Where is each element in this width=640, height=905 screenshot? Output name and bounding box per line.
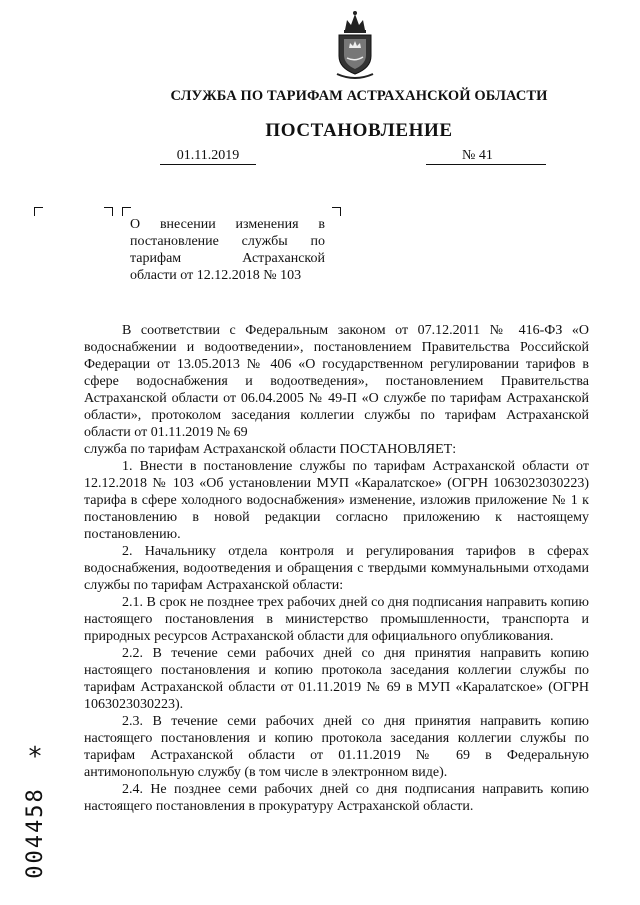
serial-stamp: [20, 742, 50, 882]
stamp-serial-number: 004458: [23, 787, 48, 879]
document-subject: [130, 216, 325, 284]
paragraph-item-2-3: 2.3. В течение семи рабочих дней со дня принятия направить копию настоящего постановления и копию протокола заседания коллегии службы по тарифам Астраханской области от 01.11.2019 № 69 в Федеральную антимонопольную службу (в том числе в электронном виде).: [84, 714, 589, 780]
paragraph-resolves: служба по тарифам Астраханской области ПОСТАНОВЛЯЕТ:: [84, 442, 457, 457]
paragraph-item-2: 2. Начальнику отдела контроля и регулирования тарифов в сферах водоснабжения, водоотведения и обращения с твердыми коммунальными отходами службы по тарифам Астраханской области:: [84, 544, 589, 593]
document-number-value: № 41: [462, 148, 493, 163]
corner-mark: [34, 207, 43, 216]
paragraph-item-2-2: 2.2. В течение семи рабочих дней со дня принятия направить копию настоящего постановления и копию протокола заседания коллегии службы по тарифам Астраханской области от 01.11.2019 № 69 в МУП «Каралатское» (ОГРН 1063023030223).: [84, 646, 589, 712]
corner-mark: [122, 207, 131, 216]
stamp-star: *: [28, 742, 42, 772]
paragraph-item-2-1: 2.1. В срок не позднее трех рабочих дней со дня подписания направить копию настоящего постановления в министерство промышленности, транспорта и природных ресурсов Астраханской области для официального опубликования.: [84, 595, 589, 644]
paragraph-item-1: 1. Внести в постановление службы по тарифам Астраханской области от 12.12.2018 № 103 «Об установлении МУП «Каралатское» (ОГРН 1063023030223) тарифа в сфере холодного водоснабжения» изменение, изложив приложение № 1 к постановлению в новой редакции согласно приложению к настоящему постановлению.: [84, 459, 589, 542]
organization-name: СЛУЖБА ПО ТАРИФАМ АСТРАХАНСКОЙ ОБЛАСТИ: [170, 88, 548, 104]
subject-line: О внесении изменения в: [130, 217, 325, 232]
corner-mark: [332, 207, 341, 216]
document-number: [426, 148, 546, 165]
paragraph-item-2-4: 2.4. Не позднее семи рабочих дней со дня подписания направить копию настоящего постановления в прокуратуру Астраханской области.: [84, 782, 589, 814]
subject-line: области от 12.12.2018 № 103: [130, 268, 302, 283]
subject-line: тарифам Астраханской: [130, 251, 325, 266]
subject-line: постановление службы по: [130, 234, 325, 249]
document-body: [84, 322, 589, 815]
document-type: ПОСТАНОВЛЕНИЕ: [265, 120, 453, 141]
document-date: [160, 148, 256, 165]
document-date-value: 01.11.2019: [176, 148, 240, 163]
corner-mark: [104, 207, 113, 216]
coat-of-arms-icon: [331, 8, 379, 82]
paragraph-preamble: В соответствии с Федеральным законом от 07.12.2011 № 416-ФЗ «О водоснабжении и водоотведении», постановлением Правительства Российской Федерации от 13.05.2013 № 406 «О государственном регулировании тарифов в сфере водоснабжения и водоотведения», постановлением Правительства Астраханской области от 06.04.2005 № 49-П «О службе по тарифам Астраханской области», протоколом заседания коллегии службы по тарифам Астраханской области от 01.11.2019 № 69: [84, 323, 589, 440]
